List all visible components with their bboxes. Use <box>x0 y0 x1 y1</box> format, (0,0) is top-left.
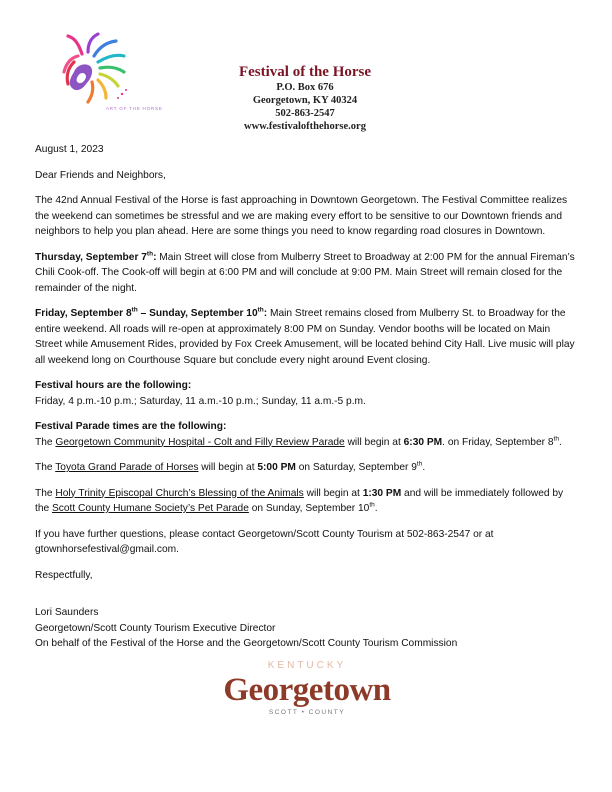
signature-block <box>35 605 580 652</box>
horse-logo-caption: ART OF THE HORSE <box>106 106 163 111</box>
letterhead <box>200 64 410 133</box>
parade-saturday: The Toyota Grand Parade of Horses will begin at 5:00 PM on Saturday, September 9th. <box>35 460 426 473</box>
intro-paragraph: The 42nd Annual Festival of the Horse is fast approaching in Downtown Georgetown. The Festival Committee realizes the weekend can sometimes be stressful and we are making every effort to be sensitive to our Downtown friends and neighbors to help you plan ahead. Here are some things you need to know regarding road closures in Downtown. <box>35 195 568 237</box>
signer-behalf: On behalf of the Festival of the Horse and the Georgetown/Scott County Tourism Commission <box>35 638 458 649</box>
parade-saturday-name: Toyota Grand Parade of Horses <box>55 462 199 473</box>
website-link[interactable]: www.festivalofthehorse.org <box>244 121 366 132</box>
logo-kentucky: KENTUCKY <box>267 660 347 671</box>
signer-title: Georgetown/Scott County Tourism Executive Director <box>35 622 276 634</box>
signer-name: Lori Saunders <box>35 607 99 618</box>
thursday-text: Main Street will close from Mulberry Street to Broadway at 2:00 PM for the annual Fireman’s Chili Cook-off. The Cook-off will begin at 6:00 PM and will conclude at 9:00 PM. Main Street will remain closed for the remainder of the night. <box>35 251 575 294</box>
georgetown-logo <box>222 660 392 726</box>
logo-scott-county: SCOTT • COUNTY <box>268 709 346 716</box>
contact-paragraph: If you have further questions, please contact Georgetown/Scott County Tourism at 502-863-2547 or at gtownhorsefestival@gmail.com. <box>35 528 494 555</box>
parade-sunday: The Holy Trinity Episcopal Church’s Blessing of the Animals will begin at 1:30 PM and will be immediately followed by the Scott County Humane Society’s Pet Parade on Sunday, September 10th. <box>35 487 564 514</box>
horse-logo-icon <box>52 32 163 114</box>
po-box: P.O. Box 676 <box>276 82 334 93</box>
org-name: Festival of the Horse <box>238 64 372 80</box>
parade-friday: The Georgetown Community Hospital - Colt and Filly Review Parade will begin at 6:30 PM. on Friday, September 8th. <box>35 435 562 448</box>
letter-body <box>35 142 580 652</box>
logo-georgetown: Georgetown <box>223 672 391 708</box>
city-line: Georgetown, KY 40324 <box>252 95 358 106</box>
hours-heading: Festival hours are the following: <box>35 380 192 391</box>
thursday-label: Thursday, September 7th: <box>35 250 157 263</box>
weekend-paragraph <box>35 306 580 368</box>
closing: Respectfully, <box>35 569 93 581</box>
letter-date: August 1, 2023 <box>35 144 104 155</box>
phone-line: 502-863-2547 <box>275 108 335 119</box>
thursday-paragraph <box>35 250 580 297</box>
parade-heading: Festival Parade times are the following: <box>35 421 227 432</box>
pet-parade-name: Scott County Humane Society’s Pet Parade <box>52 503 249 514</box>
salutation: Dear Friends and Neighbors, <box>35 169 166 181</box>
weekend-text: Main Street remains closed from Mulberry St. to Broadway for the entire weekend. All roads will re-open at approximately 8:00 PM on Sunday. Vendor booths will be located on Main Street while Amusement Rides, provided by Fox Creek Amusement, will be located behind City Hall. Live music will play all weekend long on Courthouse Square but conclude every night around Event closing. <box>35 308 575 366</box>
hours-text: Friday, 4 p.m.-10 p.m.; Saturday, 11 a.m.-10 p.m.; Sunday, 11 a.m.-5 p.m. <box>35 395 366 407</box>
parade-friday-name: Georgetown Community Hospital - Colt and Filly Review Parade <box>55 436 345 448</box>
weekend-label: Friday, September 8th – Sunday, September 10th: <box>35 306 268 319</box>
parade-sunday-name: Holy Trinity Episcopal Church’s Blessing of the Animals <box>55 487 304 499</box>
